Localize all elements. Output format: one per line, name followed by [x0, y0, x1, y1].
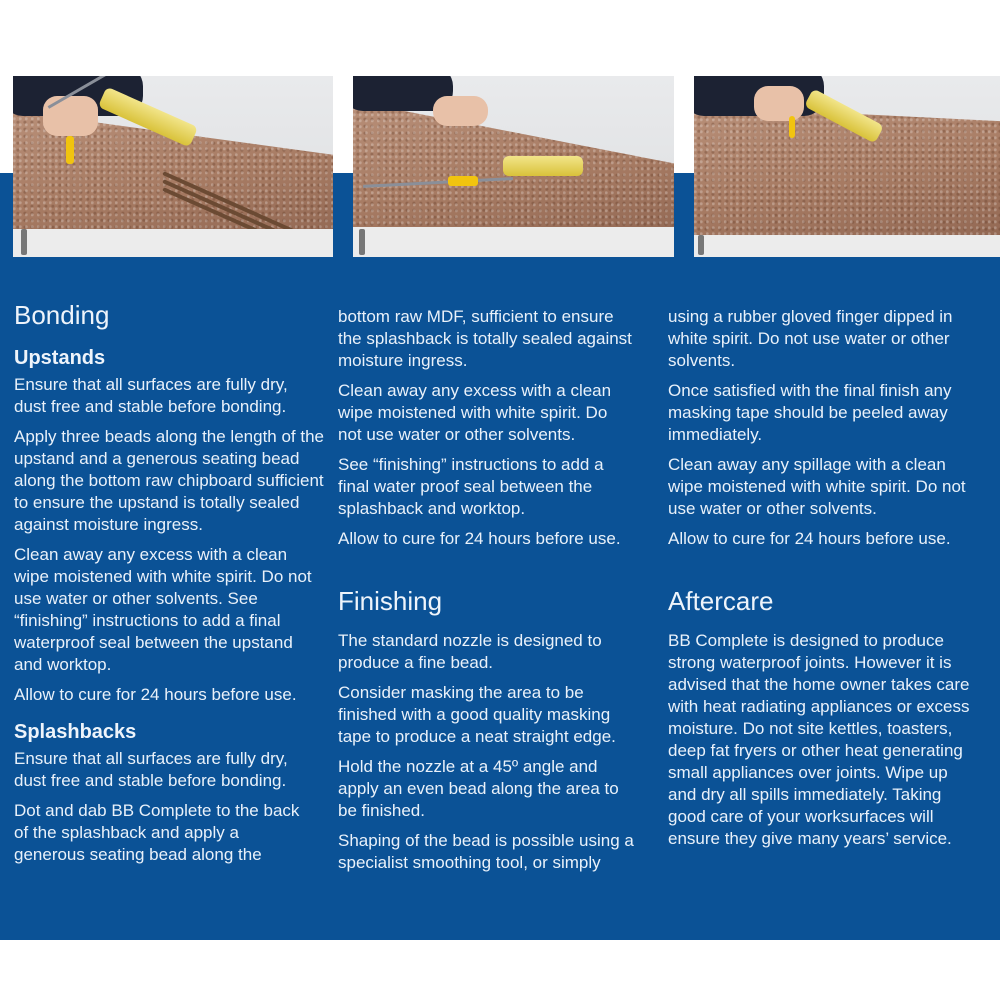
photo-positioning-upstand	[353, 76, 674, 257]
column-3	[668, 306, 988, 858]
paragraph: Allow to cure for 24 hours before use.	[668, 529, 951, 548]
paragraph: Shaping of the bead is possible using a specialist smoothing tool, or simply	[338, 831, 634, 872]
paragraph: The standard nozzle is designed to produce a fine bead.	[338, 631, 602, 672]
paragraph: using a rubber gloved finger dipped in white spirit. Do not use water or other solvents.	[668, 307, 953, 370]
paragraph: bottom raw MDF, sufficient to ensure the splashback is totally sealed against moisture ingress.	[338, 307, 632, 370]
paragraph: Allow to cure for 24 hours before use.	[338, 529, 621, 548]
heading-finishing: Finishing	[338, 586, 443, 616]
photo-applying-beads	[13, 76, 333, 257]
subheading-splashbacks: Splashbacks	[14, 721, 137, 743]
column-1	[14, 300, 324, 874]
paragraph: BB Complete is designed to produce strong waterproof joints. However it is advised that the home owner takes care with heat radiating appliances or excess moisture. Do not site kettles, toasters, deep fat fryers or other heat generating small appliances over joints. Wipe up and dry all spills immediately. Taking good care of your worksurfaces will ensure they give many years’ service.	[668, 631, 970, 848]
column-2	[338, 306, 648, 882]
paragraph: Ensure that all surfaces are fully dry, dust free and stable before bonding.	[14, 749, 288, 790]
paragraph: Allow to cure for 24 hours before use.	[14, 685, 297, 704]
subheading-upstands: Upstands	[14, 347, 106, 369]
paragraph: Clean away any excess with a clean wipe moistened with white spirit. Do not use water or other solvents. See “finishing” instructions to add a final waterproof seal between the upstand and worktop.	[14, 545, 312, 674]
paragraph: Once satisfied with the final finish any masking tape should be peeled away immediately.	[668, 381, 952, 444]
paragraph: Consider masking the area to be finished with a good quality masking tape to produce a neat straight edge.	[338, 683, 616, 746]
paragraph: Hold the nozzle at a 45º angle and apply an even bead along the area to be finished.	[338, 757, 619, 820]
paragraph: See “finishing” instructions to add a final water proof seal between the splashback and worktop.	[338, 455, 604, 518]
paragraph: Clean away any excess with a clean wipe moistened with white spirit. Do not use water or other solvents.	[338, 381, 612, 444]
paragraph: Ensure that all surfaces are fully dry, dust free and stable before bonding.	[14, 375, 288, 416]
paragraph: Apply three beads along the length of the upstand and a generous seating bead along the bottom raw chipboard sufficient to ensure the upstand is totally sealed against moisture ingress.	[14, 427, 325, 534]
paragraph: Clean away any spillage with a clean wipe moistened with white spirit. Do not use water or other solvents.	[668, 455, 966, 518]
paragraph: Dot and dab BB Complete to the back of the splashback and apply a generous seating bead along the	[14, 801, 300, 864]
heading-bonding: Bonding	[14, 300, 110, 330]
photo-finishing-bead	[694, 76, 1000, 257]
heading-aftercare: Aftercare	[668, 586, 774, 616]
